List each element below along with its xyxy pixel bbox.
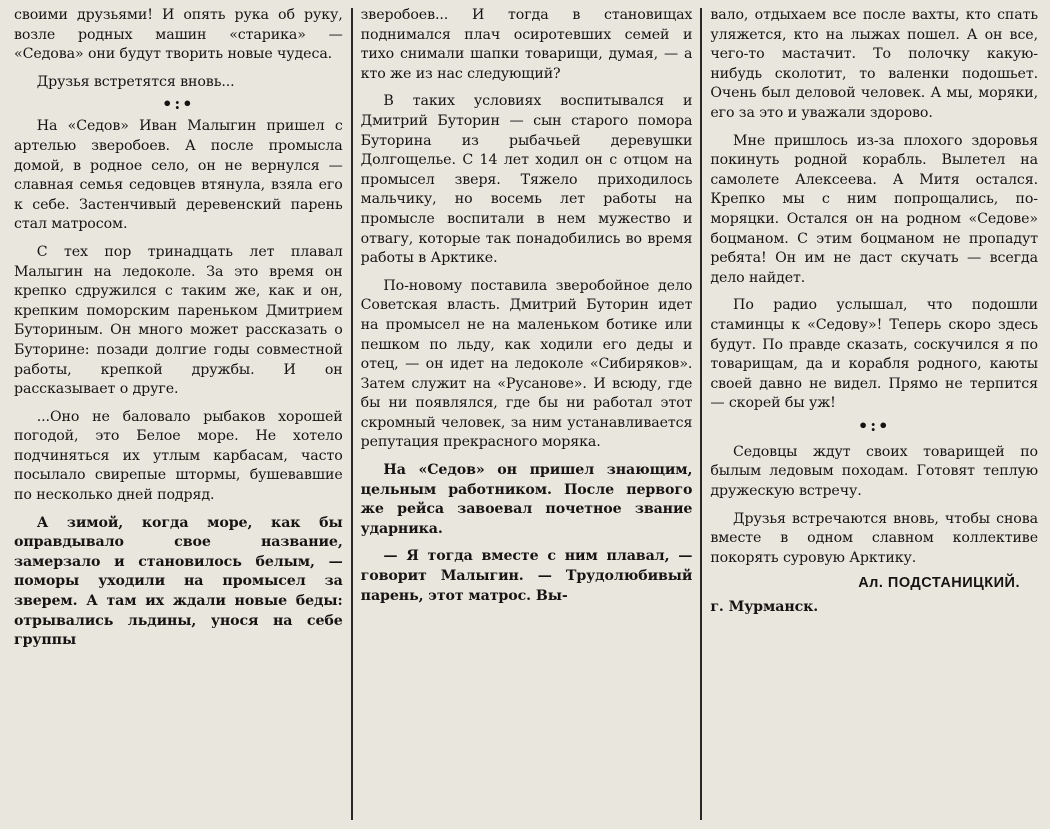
paragraph: Мне пришлось из-за плохого здоровья покинуть родной корабль. Вылетел на самолете Алексеева. А Митя остался. Крепко мы с ним попрощались, по-моряцки. Остался он на родном «Седове» боцманом. С этим боцманом не пропадут ребята! Он им не даст скучать — всегда дело найдет. [710, 132, 1038, 286]
paragraph: зверобоев... И тогда в становищах поднимался плач осиротевших семей и тихо снимали шапки товарищи, думая, — а кто же из нас следующий? [360, 7, 693, 82]
column-2 [353, 6, 701, 825]
paragraph: Друзья встречаются вновь, чтобы снова вместе в одном славном коллективе покорять суровую Арктику. [710, 510, 1038, 566]
paragraph: По радио услышал, что подошли стаминцы к «Седову»! Теперь скоро здесь будут. По правде сказать, соскучился я по товарищам, да и корабля родного, каюты своей давно не видел. Прямо не терпится — скорей бы уж! [710, 297, 1038, 412]
paragraph: — Я тогда вместе с ним плавал, — говорит Малыгин. — Трудолюбивый парень, этот матрос. Вы- [360, 548, 693, 604]
paragraph: С тех пор тринадцать лет плавал Малыгин на ледоколе. За это время он крепко сдружился с таким же, как и он, крепким поморским пареньком Дмитрием Буториным. Он много может рассказать о Буторине: позади долгие годы совместной работы, крепкой дружбы. И он рассказывает о друге. [14, 243, 343, 398]
paragraph: На «Седов» Иван Малыгин пришел с артелью зверобоев. А после промысла домой, в родное село, он не вернулся — славная семья седовцев втянула, взяла его к себе. Застенчивый деревенский парень стал матросом. [14, 118, 343, 233]
paragraph: Друзья встретятся вновь... [36, 73, 235, 90]
author-signature: Ал. ПОДСТАНИЦКИЙ. [858, 575, 1020, 592]
paragraph: В таких условиях воспитывался и Дмитрий Буторин — сын старого помора Буторина из рыбачьей деревушки Долгощелье. С 14 лет ходил он с отцом на промысел зверя. Тяжело приходилось мальчику, но восемь лет работы на промысле воспитали в нем мужество и отвагу, которые так понадобились во время работы в Арктике. [360, 93, 693, 267]
column-1 [6, 6, 351, 825]
section-ornament: •:• [162, 94, 195, 114]
paragraph: На «Седов» он пришел знающим, цельным работником. После первого же рейса завоевал почетное звание ударника. [360, 462, 693, 537]
paragraph: своими друзьями! И опять рука об руку, возле родных машин «старика» — «Седова» они будут творить новые чудеса. [14, 7, 343, 63]
column-3 [702, 6, 1046, 825]
paragraph: ...Оно не баловало рыбаков хорошей погодой, это Белое море. Не хотело подчиняться их утлым карбасам, часто посылало свирепые штормы, бушевавшие по несколько дней подряд. [14, 408, 343, 504]
paragraph: По-новому поставила зверобойное дело Советская власть. Дмитрий Буторин идет на промысел не на маленьком ботике или пешком по льду, как ходили его деды и отец, — он идет на ледоколе «Сибиряков». Затем служит на «Русанове». И всюду, где бы ни появлялся, где бы ни работал этот скромный человек, за ним устанавливается репутация прекрасного моряка. [360, 277, 693, 451]
paragraph: А зимой, когда море, как бы оправдывало свое название, замерзало и становилось белым, — поморы уходили на промысел за зверем. А там их ждали новые беды: отрывались льдины, унося на себе группы [14, 514, 343, 649]
paragraph: Седовцы ждут своих товарищей по былым ледовым походам. Готовят теплую дружескую встречу. [710, 443, 1038, 500]
dateline-place: г. Мурманск. [710, 599, 819, 616]
paragraph: вало, отдыхаем все после вахты, кто спать уляжется, кто на лыжах пошел. А он все, чего-то мастачит. То полочку какую-нибудь сколотит, то валенки подошьет. Очень был деловой человек. А мы, моряки, его за это и уважали здорово. [710, 7, 1038, 121]
section-ornament: •:• [857, 415, 891, 435]
